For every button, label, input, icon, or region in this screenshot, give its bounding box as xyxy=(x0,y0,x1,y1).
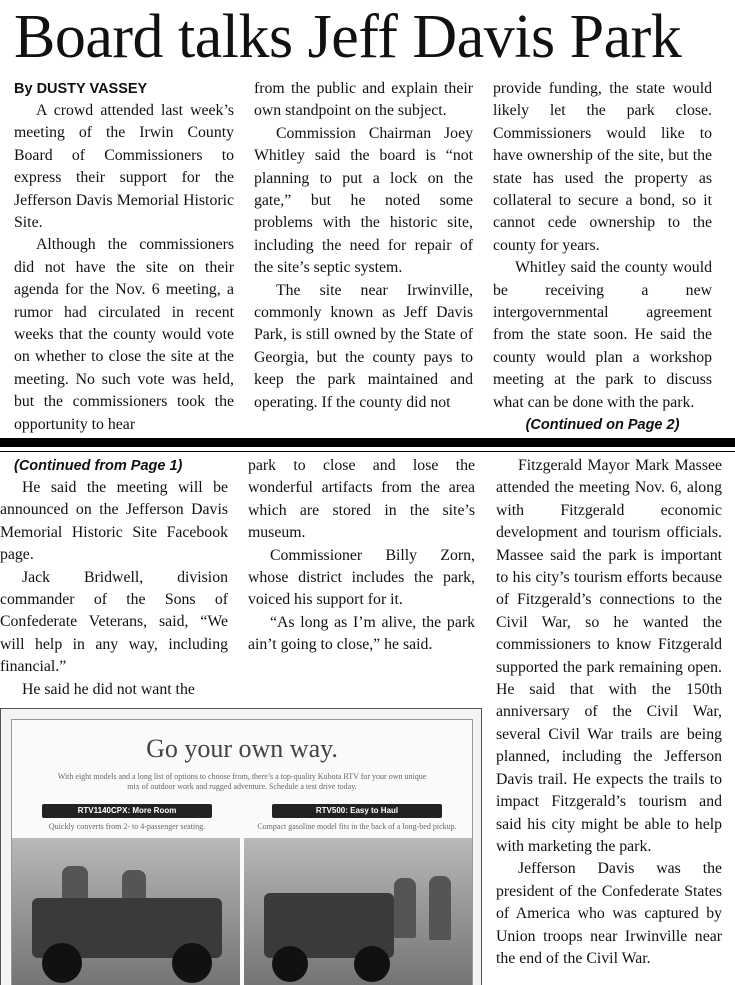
wheel xyxy=(172,943,212,983)
ad-copy: With eight models and a long list of options to choose from, there’s a top-quality Kubota RTV for your own unique mix of outdoor work and rugged adventure. Schedule a test drive today. xyxy=(57,772,427,791)
advertisement-panel xyxy=(11,719,473,985)
ad-model-2: RTV500: Easy to Haul xyxy=(272,804,442,818)
person-figure xyxy=(394,878,416,938)
paragraph: Commission Chairman Joey Whitley said the board is “not planning to put a lock on the gate,” but he noted some problems with the historic site, including the need for repair of the site’s septic system. xyxy=(254,124,473,277)
ad-photo-right xyxy=(244,838,472,985)
paragraph: from the public and explain their own standpoint on the subject. xyxy=(254,80,473,120)
wheel xyxy=(42,943,82,983)
section-divider xyxy=(0,438,735,447)
wheel xyxy=(272,946,308,982)
paragraph: Although the commissioners did not have the site on their agenda for the Nov. 6 meeting, a rumor had circulated in recent weeks that the county would vote on whether to close the site at the meeting. No such vote was held, but the commissioners took the opportunity to hear xyxy=(14,236,234,433)
paragraph: The site near Irwinville, commonly known as Jeff Davis Park, is still owned by the State of Georgia, but the county pays to keep the park maintained and operating. If the county did not xyxy=(254,281,473,411)
paragraph: park to close and lose the wonderful artifacts from the area which are stored in the site’s museum. xyxy=(248,457,475,542)
paragraph: Fitzgerald Mayor Mark Massee attended the meeting Nov. 6, along with Fitzgerald economic development and tourism officials. Massee said the park is important to his city’s tourism efforts because of Fitzgerald’s connections to the Civil War, so he wanted the commissioners to know Fitzgerald supported the park remaining open. He said that with the 150th anniversary of the Civil War, several Civil War trails are being planned, including the Jefferson Davis trail. He expects the trails to impact Fitzgerald’s tourism and said his city might be able to help with marketing the park. xyxy=(496,457,722,855)
article-column-3 xyxy=(493,78,712,436)
continued-column-3 xyxy=(496,455,722,970)
paragraph: He said he did not want the xyxy=(22,680,195,698)
continued-column-2 xyxy=(248,455,475,657)
paragraph: “As long as I’m alive, the park ain’t going to close,” he said. xyxy=(248,613,475,654)
headline: Board talks Jeff Davis Park xyxy=(14,3,682,71)
ad-photo-left xyxy=(12,838,240,985)
thin-divider xyxy=(0,451,735,452)
article-column-2 xyxy=(254,78,473,414)
continued-on-jump: (Continued on Page 2) xyxy=(525,417,680,434)
person-figure xyxy=(429,876,451,940)
paragraph: Whitley said the county would be receiving a new intergovernmental agreement from the state soon. He said the county would plan a workshop meeting at the park to discuss what can be done with the park. xyxy=(493,259,712,411)
paragraph: Jack Bridwell, division commander of the Sons of Confederate Veterans, said, “We will help in any way, including financial.” xyxy=(0,568,228,676)
advertisement xyxy=(0,708,482,985)
ad-headline: Go your own way. xyxy=(146,734,338,763)
continued-from-jump: (Continued from Page 1) xyxy=(14,458,183,474)
paragraph: A crowd attended last week’s meeting of the Irwin County Board of Commissioners to express their support for the Jefferson Davis Memorial Historic Site. xyxy=(14,102,234,232)
ad-model-1: RTV1140CPX: More Room xyxy=(42,804,212,818)
paragraph: He said the meeting will be announced on the Jefferson Davis Memorial Historic Site Facebook page. xyxy=(0,479,228,564)
paragraph: Commissioner Billy Zorn, whose district includes the park, voiced his support for it. xyxy=(248,546,475,609)
byline: By DUSTY VASSEY xyxy=(14,81,148,97)
paragraph: Jefferson Davis was the president of the Confederate States of America who was captured by Union troops near Irwinville near the end of the Civil War. xyxy=(496,860,722,967)
wheel xyxy=(354,946,390,982)
ad-model-1-caption: Quickly converts from 2- to 4-passenger seating. xyxy=(48,822,206,831)
continued-column-1 xyxy=(0,455,228,701)
paragraph: provide funding, the state would likely let the park close. Commissioners would like to have ownership of the site, but the state has used the property as collateral to secure a bond, so it cannot cede ownership to the county for years. xyxy=(493,80,712,254)
article-column-1 xyxy=(14,78,234,436)
ad-model-2-caption: Compact gasoline model fits in the back of a long-bed pickup. xyxy=(257,822,457,831)
